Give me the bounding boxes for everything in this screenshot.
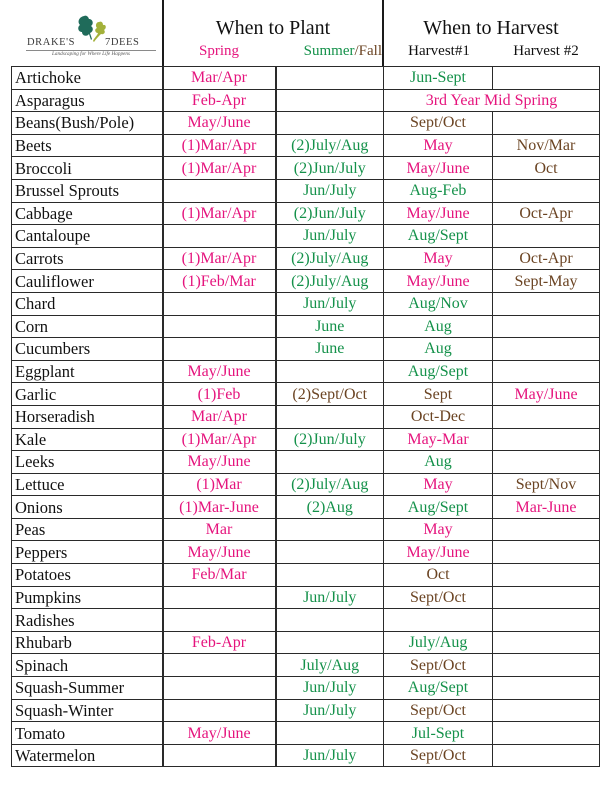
table-row [12, 134, 600, 157]
crop-name: Chard [12, 292, 163, 315]
table-row [12, 564, 600, 587]
harvest1-cell: Sept/Oct [384, 586, 493, 609]
summer-fall-plant-cell [276, 360, 384, 383]
summer-fall-plant-cell: (2)July/Aug [276, 270, 384, 293]
crop-name: Beans(Bush/Pole) [12, 112, 163, 135]
harvest1-cell: Oct [384, 564, 493, 587]
crop-name: Watermelon [12, 744, 163, 767]
spring-plant-cell [163, 338, 276, 361]
spring-plant-cell [163, 699, 276, 722]
harvest2-cell [493, 564, 600, 587]
harvest2-cell [493, 405, 600, 428]
harvest2-cell: Sept/Nov [493, 473, 600, 496]
crop-name: Garlic [12, 383, 163, 406]
crop-name: Beets [12, 134, 163, 157]
table-row [12, 428, 600, 451]
crop-name: Lettuce [12, 473, 163, 496]
harvest1-cell: July/Aug [384, 631, 493, 654]
summer-fall-plant-cell: Jun/July [276, 586, 384, 609]
crop-name: Rhubarb [12, 631, 163, 654]
crop-name: Eggplant [12, 360, 163, 383]
spring-plant-cell [163, 654, 276, 677]
summer-fall-plant-cell: July/Aug [276, 654, 384, 677]
summer-fall-plant-cell [276, 451, 384, 474]
harvest2-cell [493, 428, 600, 451]
harvest1-cell: Sept [384, 383, 493, 406]
spring-plant-cell: Mar/Apr [163, 405, 276, 428]
spring-plant-cell [163, 744, 276, 767]
summer-fall-plant-cell: Jun/July [276, 744, 384, 767]
harvest1-cell: Sept/Oct [384, 654, 493, 677]
crop-name: Cantaloupe [12, 225, 163, 248]
summer-fall-plant-cell: (2)July/Aug [276, 473, 384, 496]
harvest2-cell [493, 699, 600, 722]
harvest2-cell [493, 67, 600, 90]
harvest2-cell [493, 631, 600, 654]
table-row [12, 202, 600, 225]
table-row [12, 89, 600, 112]
spring-plant-cell: May/June [163, 451, 276, 474]
crop-name: Artichoke [12, 67, 163, 90]
table-row [12, 451, 600, 474]
harvest1-cell: Sept/Oct [384, 112, 493, 135]
summer-fall-plant-cell [276, 89, 384, 112]
harvest1-cell: Aug [384, 338, 493, 361]
summer-fall-plant-cell: Jun/July [276, 179, 384, 202]
summer-fall-plant-cell: (2)Jun/July [276, 202, 384, 225]
summer-fall-plant-cell: (2)Jun/July [276, 428, 384, 451]
spring-plant-cell: May/June [163, 722, 276, 745]
summer-fall-plant-cell: (2)Aug [276, 496, 384, 519]
harvest1-cell: Jul-Sept [384, 722, 493, 745]
table-row [12, 541, 600, 564]
table-row [12, 360, 600, 383]
harvest2-cell: Oct [493, 157, 600, 180]
harvest2-cell: Oct-Apr [493, 202, 600, 225]
harvest1-cell: May-Mar [384, 428, 493, 451]
crop-name: Cauliflower [12, 270, 163, 293]
spring-plant-cell: Mar/Apr [163, 67, 276, 90]
summer-fall-plant-cell [276, 112, 384, 135]
harvest1-cell: May [384, 247, 493, 270]
crop-name: Corn [12, 315, 163, 338]
spring-plant-cell: (1)Mar/Apr [163, 202, 276, 225]
spring-plant-cell: Mar [163, 518, 276, 541]
crop-name: Horseradish [12, 405, 163, 428]
spring-column-header: Spring [198, 43, 239, 59]
table-row [12, 654, 600, 677]
spring-plant-cell: Feb-Apr [163, 89, 276, 112]
harvest2-cell [493, 654, 600, 677]
crop-name: Squash-Summer [12, 677, 163, 700]
summer-fall-plant-cell: Jun/July [276, 699, 384, 722]
harvest1-cell: Aug-Feb [384, 179, 493, 202]
summer-fall-plant-cell: (2)Sept/Oct [276, 383, 384, 406]
summer-fall-plant-cell: (2)July/Aug [276, 247, 384, 270]
spring-plant-cell [163, 292, 276, 315]
table-row [12, 247, 600, 270]
crop-name: Squash-Winter [12, 699, 163, 722]
harvest2-cell: Mar-June [493, 496, 600, 519]
table-row [12, 157, 600, 180]
spring-plant-cell: (1)Mar-June [163, 496, 276, 519]
harvest1-cell: Aug/Nov [384, 292, 493, 315]
harvest2-cell [493, 315, 600, 338]
slash-label: / [354, 43, 359, 59]
spring-plant-cell: (1)Feb [163, 383, 276, 406]
harvest2-cell [493, 338, 600, 361]
crop-name: Cucumbers [12, 338, 163, 361]
plant-group-title: When to Plant [215, 17, 331, 39]
spring-plant-cell: (1)Feb/Mar [163, 270, 276, 293]
harvest2-cell [493, 179, 600, 202]
summer-fall-plant-cell: June [276, 315, 384, 338]
harvest1-cell: May [384, 518, 493, 541]
harvest2-cell [493, 451, 600, 474]
summer-fall-plant-cell: June [276, 338, 384, 361]
spring-plant-cell: (1)Mar/Apr [163, 428, 276, 451]
harvest1-cell: Jun-Sept [384, 67, 493, 90]
oak-leaf-icon [75, 14, 109, 44]
summer-fall-plant-cell [276, 722, 384, 745]
spring-plant-cell: (1)Mar/Apr [163, 247, 276, 270]
table-row [12, 744, 600, 767]
harvest1-cell: Aug/Sept [384, 225, 493, 248]
crop-name: Brussel Sprouts [12, 179, 163, 202]
spring-plant-cell: May/June [163, 360, 276, 383]
harvest1-cell: Aug [384, 315, 493, 338]
harvest1-cell: Sept/Oct [384, 699, 493, 722]
table-row [12, 699, 600, 722]
harvest2-cell: May/June [493, 383, 600, 406]
harvest1-cell: May [384, 473, 493, 496]
spring-plant-cell: Feb/Mar [163, 564, 276, 587]
summer-fall-plant-cell: Jun/July [276, 677, 384, 700]
spring-plant-cell [163, 179, 276, 202]
company-logo [26, 16, 156, 60]
harvest2-cell [493, 518, 600, 541]
spring-plant-cell [163, 586, 276, 609]
harvest2-column-header: Harvest #2 [513, 43, 579, 59]
spring-plant-cell [163, 677, 276, 700]
crop-name: Cabbage [12, 202, 163, 225]
spring-plant-cell: May/June [163, 112, 276, 135]
table-row [12, 405, 600, 428]
crop-name: Onions [12, 496, 163, 519]
harvest2-cell: Oct-Apr [493, 247, 600, 270]
table-row [12, 631, 600, 654]
summer-fall-plant-cell [276, 518, 384, 541]
harvest1-cell: Aug/Sept [384, 496, 493, 519]
harvest2-cell [493, 586, 600, 609]
spring-plant-cell [163, 315, 276, 338]
fall-label: Fall [358, 43, 382, 59]
spring-plant-cell: (1)Mar/Apr [163, 157, 276, 180]
summer-fall-plant-cell [276, 405, 384, 428]
table-row [12, 292, 600, 315]
harvest2-cell [493, 112, 600, 135]
harvest2-cell: Nov/Mar [493, 134, 600, 157]
logo-brand-right: 7DEES [105, 37, 140, 48]
harvest2-cell [493, 677, 600, 700]
summer-fall-column-header [270, 43, 382, 60]
crop-name: Pumpkins [12, 586, 163, 609]
crop-name: Peas [12, 518, 163, 541]
harvest2-cell [493, 541, 600, 564]
summer-fall-plant-cell [276, 609, 384, 632]
spring-plant-cell [163, 609, 276, 632]
harvest1-cell: Aug/Sept [384, 677, 493, 700]
crop-name: Spinach [12, 654, 163, 677]
harvest1-cell: Sept/Oct [384, 744, 493, 767]
crop-name: Carrots [12, 247, 163, 270]
harvest1-cell: May/June [384, 270, 493, 293]
harvest1-cell: May/June [384, 202, 493, 225]
crop-name: Potatoes [12, 564, 163, 587]
harvest1-cell: 3rd Year Mid Spring [384, 89, 600, 112]
harvest1-cell: May/June [384, 541, 493, 564]
crop-name: Radishes [12, 609, 163, 632]
crop-name: Leeks [12, 451, 163, 474]
harvest2-cell [493, 225, 600, 248]
summer-fall-plant-cell: Jun/July [276, 292, 384, 315]
table-row [12, 518, 600, 541]
crop-name: Peppers [12, 541, 163, 564]
crop-name: Tomato [12, 722, 163, 745]
harvest2-cell [493, 360, 600, 383]
harvest2-cell [493, 722, 600, 745]
spring-plant-cell: (1)Mar/Apr [163, 134, 276, 157]
harvest-group-title: When to Harvest [423, 17, 559, 39]
summer-fall-plant-cell [276, 564, 384, 587]
crop-name: Asparagus [12, 89, 163, 112]
logo-tagline: Landscaping for Where Life Happens [52, 51, 130, 57]
table-row [12, 112, 600, 135]
harvest2-cell: Sept-May [493, 270, 600, 293]
spring-plant-cell: May/June [163, 541, 276, 564]
planting-table [11, 66, 600, 767]
table-row [12, 609, 600, 632]
summer-fall-plant-cell: Jun/July [276, 225, 384, 248]
crop-name: Kale [12, 428, 163, 451]
spring-plant-cell: Feb-Apr [163, 631, 276, 654]
harvest2-cell [493, 744, 600, 767]
summer-fall-plant-cell [276, 631, 384, 654]
summer-fall-plant-cell [276, 67, 384, 90]
crop-name: Broccoli [12, 157, 163, 180]
summer-fall-plant-cell: (2)Jun/July [276, 157, 384, 180]
harvest1-cell: May [384, 134, 493, 157]
table-row [12, 179, 600, 202]
table-row [12, 67, 600, 90]
harvest1-column-header: Harvest#1 [408, 43, 470, 59]
harvest2-cell [493, 292, 600, 315]
spring-plant-cell: (1)Mar [163, 473, 276, 496]
harvest2-cell [493, 609, 600, 632]
table-row [12, 473, 600, 496]
logo-brand-left: DRAKE'S [27, 37, 76, 48]
table-row [12, 338, 600, 361]
table-row [12, 383, 600, 406]
summer-label: Summer [303, 43, 355, 59]
table-row [12, 225, 600, 248]
table-row [12, 677, 600, 700]
spring-plant-cell [163, 225, 276, 248]
summer-fall-plant-cell: (2)July/Aug [276, 134, 384, 157]
harvest1-cell: Oct-Dec [384, 405, 493, 428]
table-row [12, 496, 600, 519]
harvest1-cell [384, 609, 493, 632]
table-row [12, 722, 600, 745]
table-row [12, 586, 600, 609]
table-row [12, 315, 600, 338]
table-row [12, 270, 600, 293]
harvest1-cell: Aug [384, 451, 493, 474]
harvest1-cell: May/June [384, 157, 493, 180]
summer-fall-plant-cell [276, 541, 384, 564]
harvest1-cell: Aug/Sept [384, 360, 493, 383]
